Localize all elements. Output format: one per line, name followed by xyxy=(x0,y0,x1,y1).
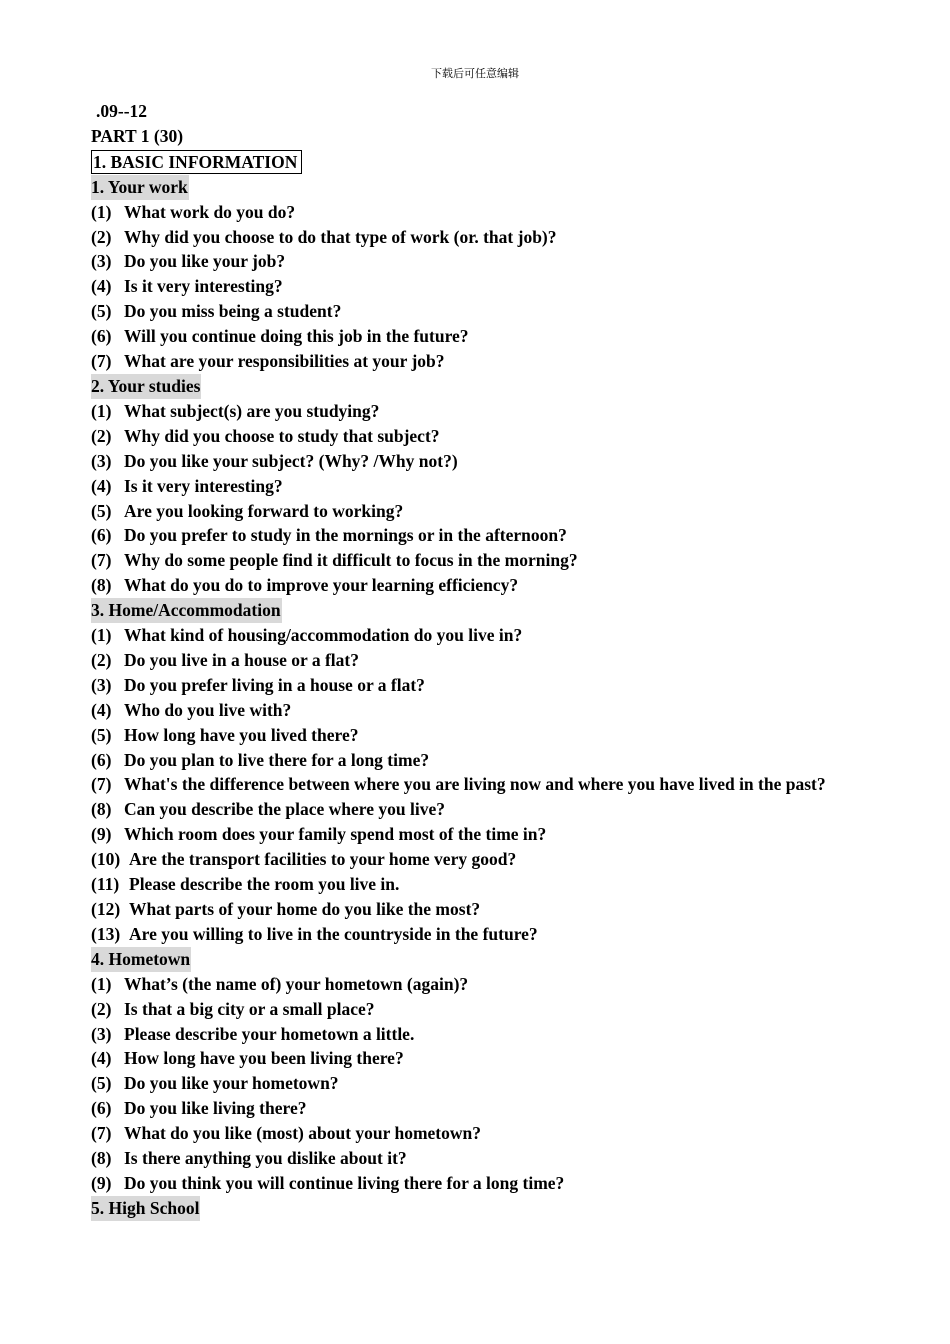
question-item xyxy=(91,274,859,299)
question-text: What do you like (most) about your hometown? xyxy=(124,1123,481,1144)
question-number: (12) xyxy=(91,899,121,919)
question-number: (3) xyxy=(91,251,112,272)
question-text: What are your responsibilities at your job? xyxy=(124,351,445,372)
question-text: Is it very interesting? xyxy=(124,475,283,496)
question-item xyxy=(91,922,859,947)
question-number: (3) xyxy=(91,674,112,695)
section-heading-row xyxy=(91,1196,859,1221)
question-item xyxy=(91,249,859,274)
question-text: Do you miss being a student? xyxy=(124,301,342,322)
question-number: (4) xyxy=(91,475,112,496)
question-number: (8) xyxy=(91,1148,112,1169)
question-text: Do you like your subject? (Why? /Why not?) xyxy=(124,450,458,471)
question-number: (7) xyxy=(91,550,112,571)
question-number: (1) xyxy=(91,973,112,994)
question-text: Do you live in a house or a flat? xyxy=(124,649,359,670)
part-title: PART 1 (30) xyxy=(91,125,184,146)
question-text: Do you plan to live there for a long time? xyxy=(124,749,430,770)
question-item xyxy=(91,324,859,349)
question-number: (5) xyxy=(91,500,112,521)
date-line: .09--12 xyxy=(96,101,148,121)
question-number: (1) xyxy=(91,400,112,421)
question-number: (7) xyxy=(91,1123,112,1144)
question-item xyxy=(91,1121,859,1146)
question-number: (8) xyxy=(91,575,112,596)
question-item xyxy=(91,822,859,847)
question-item xyxy=(91,723,859,748)
question-item xyxy=(91,225,859,250)
section-heading-row xyxy=(91,175,859,200)
question-item xyxy=(91,1146,859,1171)
question-item xyxy=(91,897,859,922)
section-heading: 3. Home/Accommodation xyxy=(91,598,282,623)
question-text: Do you prefer living in a house or a flat? xyxy=(124,674,425,695)
question-text: Why did you choose to do that type of work (or. that job)? xyxy=(124,226,557,247)
section-heading-row xyxy=(91,598,859,623)
question-item xyxy=(91,573,859,598)
question-number: (10) xyxy=(91,849,121,870)
question-text: What's the difference between where you are living now and where you have lived in the past? xyxy=(124,774,826,795)
question-text: What parts of your home do you like the most? xyxy=(129,899,481,919)
question-text: Is it very interesting? xyxy=(124,276,283,297)
question-text: How long have you been living there? xyxy=(124,1048,404,1069)
section-heading: 5. High School xyxy=(91,1196,200,1221)
section-heading-row xyxy=(91,374,859,399)
question-item xyxy=(91,200,859,225)
page-header-note: 下载后可任意编辑 xyxy=(431,67,519,80)
question-number: (6) xyxy=(91,1098,112,1119)
question-number: (6) xyxy=(91,749,112,770)
question-item xyxy=(91,1046,859,1071)
question-text: Please describe the room you live in. xyxy=(129,874,400,895)
question-item xyxy=(91,772,859,797)
question-number: (4) xyxy=(91,276,112,297)
question-item xyxy=(91,523,859,548)
question-item xyxy=(91,399,859,424)
question-number: (2) xyxy=(91,226,112,247)
question-number: (8) xyxy=(91,799,112,820)
question-text: Are you looking forward to working? xyxy=(124,500,404,521)
question-number: (9) xyxy=(91,1172,112,1193)
question-item xyxy=(91,1096,859,1121)
question-number: (2) xyxy=(91,649,112,670)
question-item xyxy=(91,623,859,648)
question-number: (3) xyxy=(91,1023,112,1044)
question-text: Why did you choose to study that subject? xyxy=(124,425,440,446)
question-number: (2) xyxy=(91,425,112,446)
question-text: Is that a big city or a small place? xyxy=(124,998,375,1019)
boxed-section-title: 1. BASIC INFORMATION xyxy=(91,150,302,174)
question-item xyxy=(91,847,859,872)
question-item xyxy=(91,872,859,897)
question-item xyxy=(91,424,859,449)
question-item xyxy=(91,1022,859,1047)
question-number: (6) xyxy=(91,525,112,546)
question-item xyxy=(91,474,859,499)
question-text: How long have you lived there? xyxy=(124,724,359,745)
question-text: Do you think you will continue living there for a long time? xyxy=(124,1172,565,1193)
question-number: (1) xyxy=(91,625,112,646)
question-text: Will you continue doing this job in the future? xyxy=(124,326,469,347)
question-text: Who do you live with? xyxy=(124,699,292,720)
question-item xyxy=(91,299,859,324)
question-number: (4) xyxy=(91,1048,112,1069)
question-number: (11) xyxy=(91,874,120,895)
question-number: (2) xyxy=(91,998,112,1019)
question-item xyxy=(91,548,859,573)
question-number: (3) xyxy=(91,450,112,471)
question-text: What work do you do? xyxy=(124,201,296,222)
question-item xyxy=(91,648,859,673)
question-number: (4) xyxy=(91,699,112,720)
question-text: What’s (the name of) your hometown (again)? xyxy=(124,973,469,994)
question-number: (9) xyxy=(91,824,112,845)
question-number: (13) xyxy=(91,923,121,944)
question-item xyxy=(91,698,859,723)
section-heading: 1. Your work xyxy=(91,175,189,200)
question-text: Is there anything you dislike about it? xyxy=(124,1148,407,1169)
document-body xyxy=(91,99,859,1221)
question-text: Do you like your hometown? xyxy=(124,1073,339,1094)
section-heading: 2. Your studies xyxy=(91,374,201,399)
section-heading: 4. Hometown xyxy=(91,947,191,972)
question-number: (5) xyxy=(91,724,112,745)
question-text: Do you like living there? xyxy=(124,1098,307,1119)
question-item xyxy=(91,499,859,524)
question-text: Why do some people find it difficult to focus in the morning? xyxy=(124,550,578,571)
question-item xyxy=(91,997,859,1022)
question-text: Do you prefer to study in the mornings or in the afternoon? xyxy=(124,525,567,546)
question-item xyxy=(91,972,859,997)
sections-container xyxy=(91,175,859,1221)
question-item xyxy=(91,1171,859,1196)
boxed-title-row xyxy=(91,149,859,175)
question-item xyxy=(91,349,859,374)
question-text: Are the transport facilities to your home very good? xyxy=(129,849,517,870)
question-number: (6) xyxy=(91,326,112,347)
question-text: What do you do to improve your learning efficiency? xyxy=(124,575,519,596)
section-heading-row xyxy=(91,947,859,972)
question-number: (5) xyxy=(91,1073,112,1094)
question-number: (5) xyxy=(91,301,112,322)
question-item xyxy=(91,1071,859,1096)
question-item xyxy=(91,673,859,698)
question-text: What kind of housing/accommodation do you live in? xyxy=(124,625,523,646)
question-text: What subject(s) are you studying? xyxy=(124,400,380,421)
question-text: Please describe your hometown a little. xyxy=(124,1023,415,1044)
question-text: Can you describe the place where you live? xyxy=(124,799,445,820)
question-item xyxy=(91,449,859,474)
question-number: (7) xyxy=(91,351,112,372)
question-text: Do you like your job? xyxy=(124,251,286,272)
question-number: (7) xyxy=(91,774,112,795)
question-number: (1) xyxy=(91,201,112,222)
question-text: Are you willing to live in the countryside in the future? xyxy=(129,923,538,944)
question-item xyxy=(91,797,859,822)
question-text: Which room does your family spend most of the time in? xyxy=(124,824,547,845)
question-item xyxy=(91,748,859,773)
